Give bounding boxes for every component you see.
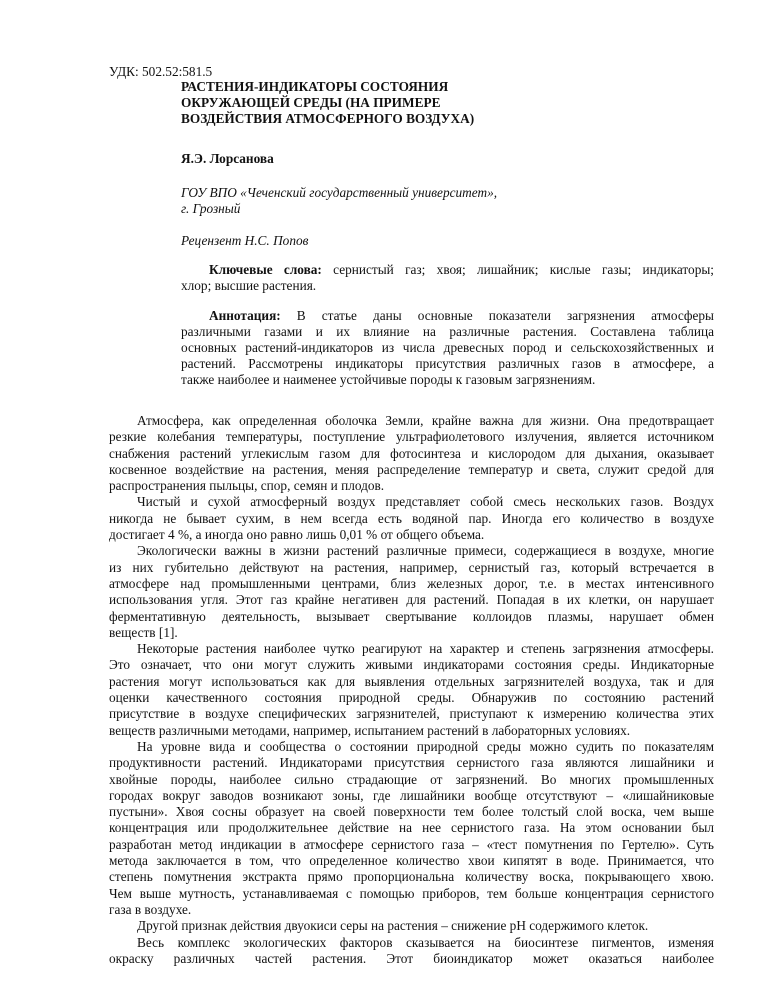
article-body — [109, 413, 714, 967]
annotation-line: различными газами и их влияние на различные растения. Составлена таблица — [181, 324, 714, 339]
affiliation — [181, 185, 497, 217]
affiliation-line: г. Грозный — [181, 201, 241, 216]
body-line: из них губительно действуют на растения, например, сернистый газ, который встречается в — [109, 559, 714, 575]
keywords-label: Ключевые слова: — [209, 262, 322, 277]
paper-title — [181, 79, 601, 127]
body-line: использования угля. Этот газ крайне негативен для растений. Попадая в их клетки, он нарушает — [109, 592, 714, 608]
body-line: Экологически важны в жизни растений различные примеси, содержащиеся в воздухе, многие — [137, 543, 714, 559]
body-line: метода заключается в том, что определенное количество хвои кипятят в воде. Принимается, что — [109, 853, 714, 869]
affiliation-line: ГОУ ВПО «Чеченский государственный университет», — [181, 185, 498, 200]
body-line: снабжения растений углекислым газом для фотосинтеза и кислородом для дыхания, оказывает — [109, 445, 714, 461]
body-line: никогда не бывает сухим, в нем всегда есть водяной пар. Иногда его количество в воздухе — [109, 510, 714, 526]
annotation-block — [181, 308, 714, 388]
body-line: Атмосфера, как определенная оболочка Земли, крайне важна для жизни. Она предотвращает — [137, 413, 714, 428]
body-line: городах вокруг заводов возникают зоны, где лишайники вообще отсутствуют – «лишайниковые — [109, 787, 714, 803]
keywords-block — [181, 262, 714, 294]
body-line: хвойные породы, наиболее сильно страдающие от загрязнений. Во многих промышленных — [109, 771, 714, 787]
body-line: Чистый и сухой атмосферный воздух представляет собой смесь нескольких газов. Воздух — [137, 494, 714, 510]
author-name: Я.Э. Лорсанова — [181, 151, 274, 166]
body-line: газа в воздухе. — [109, 901, 192, 917]
body-line: разработан метод индикации в атмосфере сернистого газа – «тест помутнения по Гертелю». Суть — [109, 836, 714, 852]
body-line: окраску различных частей растения. Этот биоиндикатор может оказаться наиболее — [109, 950, 714, 966]
body-line: Весь комплекс экологических факторов сказывается на биосинтезе пигментов, изменяя — [137, 934, 714, 950]
body-line: Некоторые растения наиболее чутко реагируют на характер и степень загрязнения атмосферы. — [137, 641, 714, 657]
keywords-line: хлор; высшие растения. — [181, 278, 317, 293]
title-line: РАСТЕНИЯ-ИНДИКАТОРЫ СОСТОЯНИЯ — [181, 79, 449, 94]
title-line: ВОЗДЕЙСТВИЯ АТМОСФЕРНОГО ВОЗДУХА) — [181, 111, 475, 126]
body-line: присутствие в воздухе специфических загрязнителей, приступают к измерению количества этих — [109, 706, 714, 722]
body-line: оценки качественного состояния природной среды. Обнаружив по состоянию растений — [109, 690, 714, 706]
body-line: концентрация или продолжительнее действие на нее сернистого газа. На этом основании был — [109, 820, 714, 836]
body-line: достигает 4 %, а иногда оно равно лишь 0,01 % от общего объема. — [109, 527, 485, 543]
body-line: продуктивности растений. Индикаторами присутствия сернистого газа являются лишайники и — [109, 755, 714, 771]
reviewer: Рецензент Н.С. Попов — [181, 233, 309, 248]
body-line: косвенное воздействие на растения, меняя распределение температур и света, служит средой для — [109, 461, 714, 477]
body-line: Другой признак действия двуокиси серы на растения – снижение pH содержимого клеток. — [137, 918, 649, 934]
body-line: распространения пыльцы, спор, семян и плодов. — [109, 478, 385, 494]
udc-code: УДК: 502.52:581.5 — [109, 64, 213, 79]
annotation-line: также наиболее и наименее устойчивые породы к газовым загрязнениям. — [181, 372, 596, 387]
body-line: Чем выше мутность, устанавливаемая с помощью приборов, тем больше концентрация сернистого — [109, 885, 714, 901]
annotation-line: растений. Рассмотрены индикаторы присутствия различных газов в атмосфере, а — [181, 356, 714, 371]
body-line: пустыни». Хвоя сосны образует на своей поверхности тем более толстый слой воска, чем выше — [109, 804, 714, 820]
body-line: степень помутнения экстракта прямо пропорциональна количеству воска, покрывающего хвою. — [109, 869, 714, 885]
body-line: Это означает, что они могут служить живыми индикаторами состояния среды. Индикаторные — [109, 657, 714, 673]
body-line: веществ различными методами, например, испытанием растений в лабораторных условиях. — [109, 722, 631, 738]
body-line: растения могут использоваться как для выявления отдельных загрязнителей воздуха, так и для — [109, 673, 714, 689]
title-line: ОКРУЖАЮЩЕЙ СРЕДЫ (НА ПРИМЕРЕ — [181, 95, 441, 110]
keywords-line — [181, 262, 714, 278]
annotation-line: основных растений-индикаторов из числа древесных пород и сельскохозяйственных и — [181, 340, 714, 355]
annotation-line — [181, 308, 714, 324]
annotation-text: В статье даны основные показатели загрязнения атмосферы — [280, 308, 714, 323]
body-line: резкие колебания температуры, поступление ультрафиолетового излучения, является источником — [109, 429, 714, 445]
body-line: атмосфере над промышленными центрами, близ железных дорог, т.е. в местах интенсивного — [109, 575, 714, 591]
body-line: На уровне вида и сообщества о состоянии природной среды можно судить по показателям — [137, 738, 714, 754]
annotation-label: Аннотация: — [209, 308, 281, 323]
body-line: ферментативную деятельность, вызывает свертывание коллоидов плазмы, нарушает обмен — [109, 608, 714, 624]
keywords-text: сернистый газ; хвоя; лишайник; кислые газы; индикаторы; — [321, 262, 714, 277]
body-line: веществ [1]. — [109, 624, 178, 640]
